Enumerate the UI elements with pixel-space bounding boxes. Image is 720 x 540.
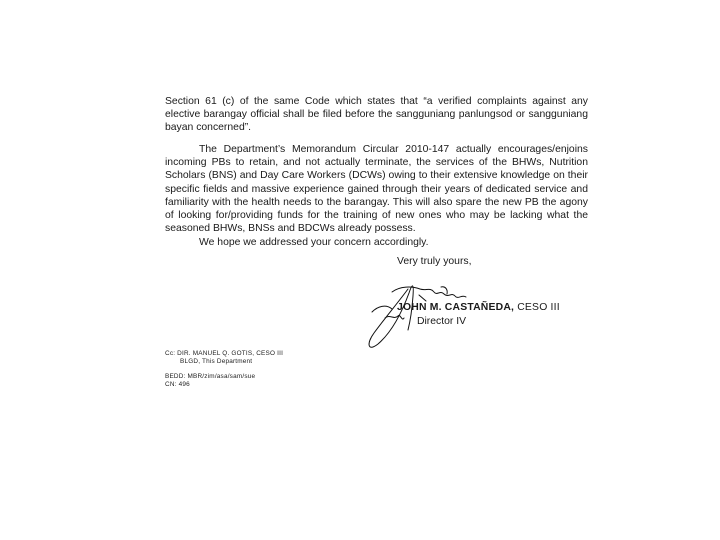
signature-initials-stroke [385,315,404,319]
signature-flourish-stroke [372,306,392,312]
reference-initials: BEDD: MBR/zim/asa/sam/sue [165,373,256,380]
signatory-suffix: CESO III [514,302,560,313]
signatory-name [397,302,560,313]
signature-mid-stroke [419,287,447,301]
control-number: CN: 496 [165,381,190,388]
paragraph-section-61: Section 61 (c) of the same Code which states that “a verified complaints against any elective barangay official shall be filed before the sangguniang panlungsod or sangguniang bayan concerned”. [165,96,588,134]
cc-line: Cc: DIR. MANUEL Q. GOTIS, CESO III [165,350,284,357]
signatory-title: Director IV [417,316,467,327]
signatory-name-text: JOHN M. CASTAÑEDA, [397,302,515,313]
paragraph-concern-addressed: We hope we addressed your concern accordingly. [199,237,429,248]
cc-department: BLGD, This Department [180,358,253,365]
complimentary-closing: Very truly yours, [397,256,472,267]
paragraph-memorandum-circular: The Department’s Memorandum Circular 2010-147 actually encourages/enjoins incoming PBs to retain, and not actually terminate, the services of the BHWs, Nutrition Scholars (BNS) and Day Care Workers (DCWs) owing to their extensive knowledge on their specific fields and massive experience gained through their years of dedicated service and familiarity with the health needs to the barangay. This will also spare the new PB the agony of looking for/providing funds for the training of new ones who may be lacking what the seasoned BHWs, BNSs and BDCWs already possess. [165,144,588,235]
